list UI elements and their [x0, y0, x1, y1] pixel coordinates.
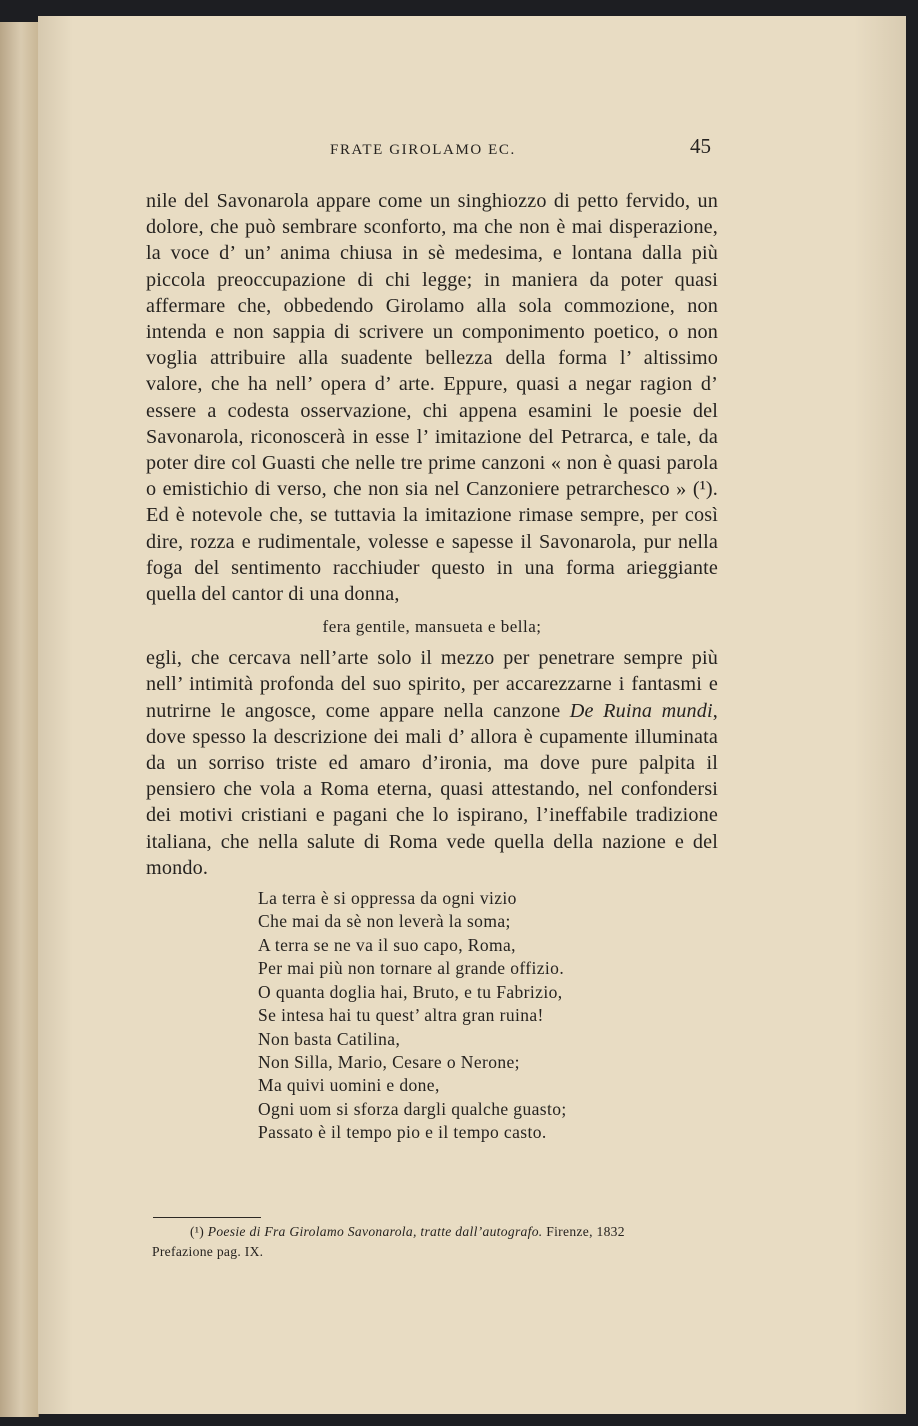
poem-line: La terra è si oppressa da ogni vizio — [258, 888, 517, 909]
poem-line: Per mai più non tornare al grande offizio. — [258, 958, 565, 979]
paragraph-2-text-start: egli, che cercava nell’arte solo il mezzo per penetrare sempre più nell’ intimità profonda del suo spirito, per accarezzarne i fantasmi e nutrirne le angosce, come appare nella canzone — [146, 647, 718, 722]
poem-line: Che mai da sè non leverà la soma; — [258, 911, 511, 932]
poem-block — [258, 887, 718, 1144]
poem-line: Non Silla, Mario, Cesare o Nerone; — [258, 1051, 520, 1072]
page-header — [38, 134, 906, 170]
footnote-title: Poesie di Fra Girolamo Savonarola, tratte dall’autografo. — [207, 1224, 543, 1239]
poem-line: Passato è il tempo pio e il tempo casto. — [258, 1122, 547, 1143]
paragraph-2 — [146, 645, 718, 881]
poem-line: Ogni uom si sforza dargli qualche guasto; — [258, 1098, 567, 1119]
paragraph-1: nile del Savonarola appare come un singhiozzo di petto fervido, un dolore, che può sembrare sconforto, ma che non è mai disperazione, la voce d’ un’ anima chiusa in sè medesima, e lontana dalla più piccola preoccupazione di chi legge; in maniera da poter quasi affermare che, obbedendo Girolamo alla sola commozione, non intenda e non sappia di scrivere un componimento poetico, o non voglia attribuire alla suadente bellezza della forma l’ altissimo valore, che ha nell’ opera d’ arte. Eppure, quasi a negar ragion d’ essere a codesta osservazione, chi appena esamini le poesie del Savonarola, riconoscerà in esse l’ imitazione del Petrarca, e tale, da poter dire col Guasti che nelle tre prime canzoni « non è quasi parola o emistichio di verso, che non sia nel Canzoniere petrarchesco » (¹). Ed è notevole che, se tuttavia la imitazione rimase sempre, per così dire, rozza e rudimentale, volesse e sapesse il Savonarola, pur nella foga del sentimento racchiuder questo in una forma arieggiante quella del cantor di una donna, — [146, 190, 718, 606]
footnote-publication: Firenze, 1832 — [546, 1224, 625, 1239]
footnotes — [152, 1222, 722, 1262]
running-head: FRATE GIROLAMO EC. — [330, 142, 516, 158]
footnote-line-1 — [152, 1222, 722, 1242]
page-number: 45 — [690, 134, 711, 158]
main-text — [146, 188, 718, 1145]
poem-line: Non basta Catilina, — [258, 1028, 401, 1049]
footnote-line-2: Prefazione pag. IX. — [152, 1244, 264, 1259]
paragraph-2-text-end: , dove spesso la descrizione dei mali d’ allora è cupamente illuminata da un sorriso triste ed amaro d’ironia, ma dove pure palpita il pensiero che vola a Roma eterna, quasi attestando, nel confondersi dei motivi cristiani e pagani che lo ispirano, l’ineffabile tradizione italiana, che nella salute di Roma vede quella della nazione e del mondo. — [146, 699, 718, 879]
poem-line: Ma quivi uomini e done, — [258, 1075, 440, 1096]
facing-page-edge — [0, 22, 39, 1417]
poem-line: Se intesa hai tu quest’ altra gran ruina! — [258, 1005, 544, 1026]
footnote-rule — [153, 1217, 261, 1218]
book-page — [38, 16, 906, 1414]
inline-verse-quote: fera gentile, mansueta e bella; — [322, 617, 542, 637]
poem-line: A terra se ne va il suo capo, Roma, — [258, 934, 516, 955]
footnote-marker: (¹) — [190, 1224, 205, 1239]
poem-line: O quanta doglia hai, Bruto, e tu Fabrizio, — [258, 981, 563, 1002]
canzone-title: De Ruina mundi — [569, 699, 713, 722]
